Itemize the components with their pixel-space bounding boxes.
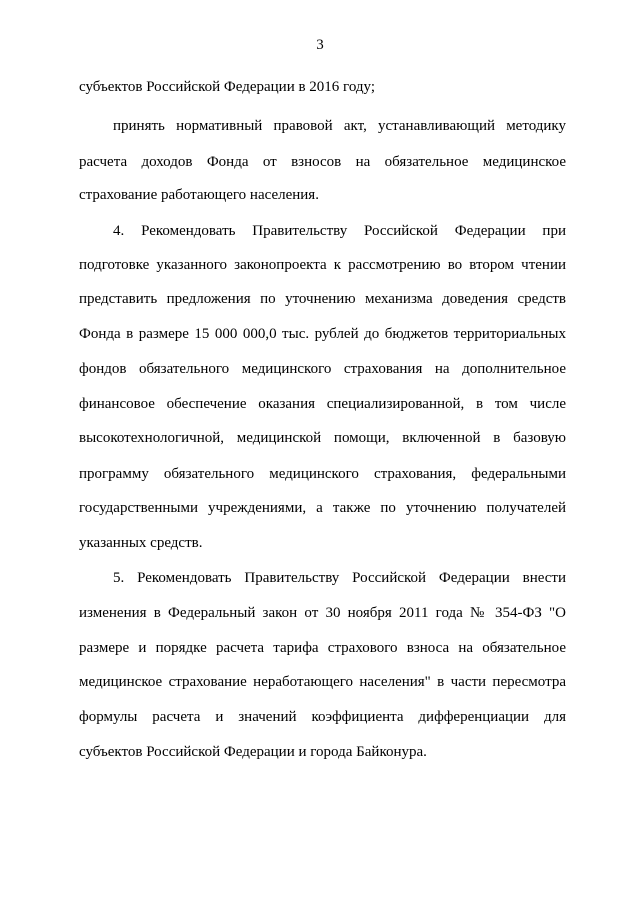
text-line: 5. Рекомендовать Правительству Российской Федерации внести: [113, 570, 566, 586]
text-line: Фонда в размере 15 000 000,0 тыс. рублей до бюджетов территориальных: [79, 326, 566, 342]
text-line: государственными учреждениями, а также по уточнению получателей: [79, 500, 566, 516]
page-number: 3: [316, 37, 324, 53]
text-line: подготовке указанного законопроекта к рассмотрению во втором чтении: [79, 257, 566, 273]
text-line: программу обязательного медицинского страхования, федеральными: [79, 466, 566, 482]
text-line: указанных средств.: [79, 535, 203, 551]
text-line: субъектов Российской Федерации в 2016 году;: [79, 79, 376, 95]
text-line: расчета доходов Фонда от взносов на обязательное медицинское: [79, 154, 566, 170]
text-line: представить предложения по уточнению механизма доведения средств: [79, 291, 566, 307]
text-line: финансовое обеспечение оказания специализированной, в том числе: [79, 396, 566, 412]
text-line: медицинское страхование неработающего населения" в части пересмотра: [79, 674, 566, 690]
text-line: размере и порядке расчета тарифа страхового взноса на обязательное: [79, 640, 566, 656]
text-line: фондов обязательного медицинского страхования на дополнительное: [79, 361, 566, 377]
text-line: страхование работающего населения.: [79, 187, 319, 203]
text-line: субъектов Российской Федерации и города Байконура.: [79, 744, 427, 760]
text-line: 4. Рекомендовать Правительству Российской Федерации при: [113, 223, 566, 239]
text-line: высокотехнологичной, медицинской помощи, включенной в базовую: [79, 430, 566, 446]
text-line: изменения в Федеральный закон от 30 ноября 2011 года № 354-ФЗ "О: [79, 605, 566, 621]
text-line: принять нормативный правовой акт, устанавливающий методику: [113, 118, 566, 134]
text-line: формулы расчета и значений коэффициента дифференциации для: [79, 709, 566, 725]
